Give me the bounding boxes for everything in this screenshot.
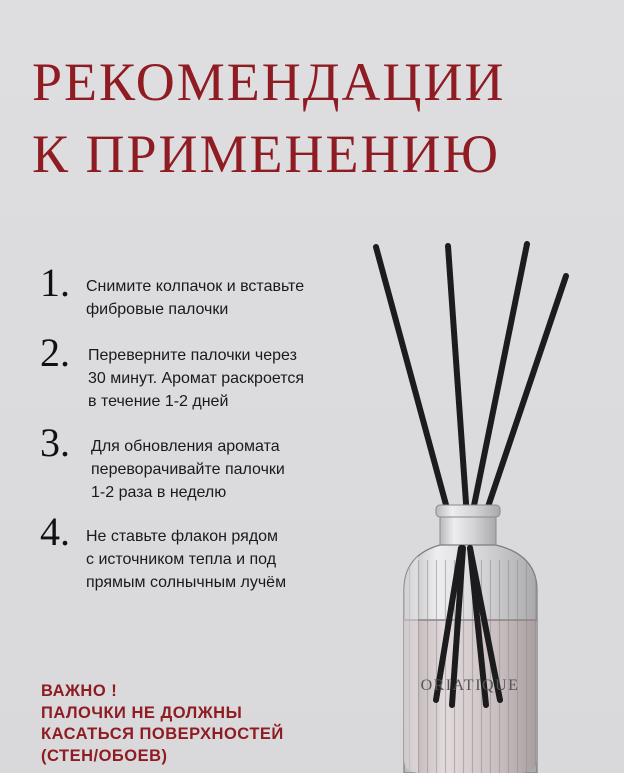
step-3-text: Для обновления аромата переворачивайте палочки 1-2 раза в неделю: [91, 438, 285, 501]
important-note: ВАЖНО ! ПАЛОЧКИ НЕ ДОЛЖНЫ КАСАТЬСЯ ПОВЕРХНОСТЕЙ (СТЕН/ОБОЕВ): [41, 682, 284, 765]
bottle-brand-label: ORIATIQUE: [420, 677, 520, 694]
step-4-text: Не ставьте флакон рядом с источником тепла и под прямым солнычным лучём: [86, 528, 287, 591]
step-2-text: Переверните палочки через 30 минут. Аромат раскроется в течение 1-2 дней: [88, 347, 305, 410]
step-2-number: 2.: [40, 330, 70, 375]
title-line-1: РЕКОМЕНДАЦИИ: [32, 52, 506, 112]
step-3-number: 3.: [40, 420, 70, 465]
step-1-text: Снимите колпачок и вставьте фибровые палочки: [86, 278, 305, 318]
title-line-2: К ПРИМЕНЕНИЮ: [32, 124, 501, 184]
step-4-number: 4.: [40, 509, 70, 554]
step-1-number: 1.: [40, 260, 70, 305]
